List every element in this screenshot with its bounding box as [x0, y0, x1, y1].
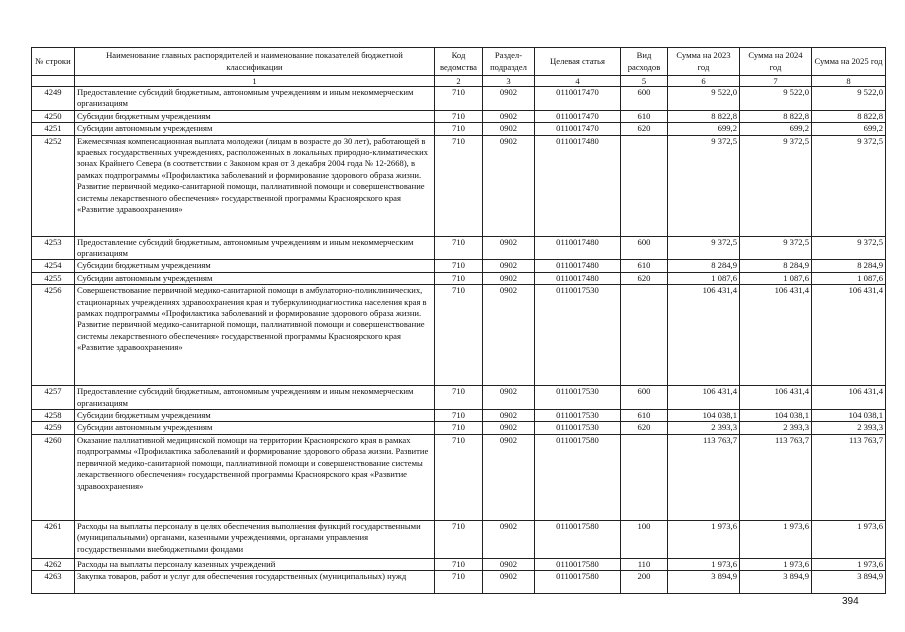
column-index: 7: [740, 76, 812, 87]
row-section: 0902: [483, 110, 535, 122]
column-index: 5: [621, 76, 668, 87]
row-section: 0902: [483, 285, 535, 386]
row-expense-kind: 600: [621, 87, 668, 111]
row-number: 4261: [32, 520, 75, 558]
row-name: Субсидии автономным учреждениям: [75, 123, 435, 135]
row-section: 0902: [483, 410, 535, 422]
row-section: 0902: [483, 571, 535, 594]
row-article: 0110017530: [535, 422, 621, 434]
table-row: [32, 386, 886, 410]
row-sum-2025: 104 038,1: [812, 410, 886, 422]
row-dept-code: 710: [435, 285, 483, 386]
row-sum-2024: 8 284,9: [740, 260, 812, 272]
row-number: 4251: [32, 123, 75, 135]
row-sum-2024: 3 894,9: [740, 571, 812, 594]
row-dept-code: 710: [435, 410, 483, 422]
row-sum-2025: 1 973,6: [812, 558, 886, 570]
row-article: 0110017480: [535, 135, 621, 236]
header-sum-2025: Сумма на 2025 год: [812, 48, 886, 76]
row-dept-code: 710: [435, 123, 483, 135]
table-body: [32, 87, 886, 594]
row-section: 0902: [483, 123, 535, 135]
row-section: 0902: [483, 386, 535, 410]
row-section: 0902: [483, 520, 535, 558]
table-row: [32, 410, 886, 422]
table-row: [32, 135, 886, 236]
row-sum-2023: 106 431,4: [668, 285, 740, 386]
row-dept-code: 710: [435, 386, 483, 410]
row-section: 0902: [483, 260, 535, 272]
row-section: 0902: [483, 87, 535, 111]
row-expense-kind: 620: [621, 123, 668, 135]
table-header: [32, 48, 886, 87]
row-sum-2023: 106 431,4: [668, 386, 740, 410]
row-sum-2024: 9 372,5: [740, 236, 812, 260]
row-article: 0110017580: [535, 558, 621, 570]
row-section: 0902: [483, 272, 535, 284]
row-expense-kind: 610: [621, 260, 668, 272]
row-sum-2023: 3 894,9: [668, 571, 740, 594]
table-row: [32, 272, 886, 284]
row-number: 4255: [32, 272, 75, 284]
row-sum-2023: 1 087,6: [668, 272, 740, 284]
row-name: Совершенствование первичной медико-санитарной помощи в амбулаторно-поликлинических, стационарных учреждениях здравоохранения края и туберкулинодиагностика населения края в рамках подпрограммы «Профилактика заболеваний и формирование здорового образа жизни. Развитие первичной медико-санитарной помощи, паллиативной помощи и совершенствование системы лекарственного обеспечения» государственной программы Красноярского края «Развитие здравоохранения»: [75, 285, 435, 386]
row-number: 4250: [32, 110, 75, 122]
row-dept-code: 710: [435, 434, 483, 520]
row-expense-kind: 600: [621, 236, 668, 260]
row-expense-kind: 110: [621, 558, 668, 570]
row-number: 4253: [32, 236, 75, 260]
row-dept-code: 710: [435, 135, 483, 236]
column-index: 2: [435, 76, 483, 87]
row-dept-code: 710: [435, 558, 483, 570]
row-dept-code: 710: [435, 571, 483, 594]
row-sum-2025: 9 372,5: [812, 236, 886, 260]
table-row: [32, 422, 886, 434]
row-number: 4256: [32, 285, 75, 386]
table-row: [32, 260, 886, 272]
row-expense-kind: 100: [621, 520, 668, 558]
row-sum-2024: 2 393,3: [740, 422, 812, 434]
header-sum-2024: Сумма на 2024 год: [740, 48, 812, 76]
row-sum-2023: 8 822,8: [668, 110, 740, 122]
table-row: [32, 110, 886, 122]
row-expense-kind: [621, 135, 668, 236]
row-dept-code: 710: [435, 520, 483, 558]
row-number: 4254: [32, 260, 75, 272]
row-expense-kind: [621, 285, 668, 386]
row-name: Оказание паллиативной медицинской помощи на территории Красноярского края в рамках подпрограммы «Профилактика заболеваний и формирование здорового образа жизни. Развитие первичной медико-санитарной помощи, паллиативной помощи и совершенствование системы лекарственного обеспечения» государственной программы Красноярского края «Развитие здравоохранения»: [75, 434, 435, 520]
row-section: 0902: [483, 558, 535, 570]
column-index: 3: [483, 76, 535, 87]
page-number: 394: [842, 596, 859, 607]
row-sum-2025: 699,2: [812, 123, 886, 135]
row-sum-2024: 1 087,6: [740, 272, 812, 284]
row-name: Ежемесячная компенсационная выплата молодежи (лицам в возрасте до 30 лет), работающей в краевых государственных учреждениях, расположенных в локальных природно-климатических зонах Крайнего Севера (в соответствии с Законом края от 3 декабря 2004 года № 12-2668), в рамках подпрограммы «Профилактика заболеваний и формирование здорового образа жизни. Развитие первичной медико-санитарной помощи, паллиативной помощи и совершенствование системы лекарственного обеспечения» государственной программы Красноярского края «Развитие здравоохранения»: [75, 135, 435, 236]
row-article: 0110017480: [535, 260, 621, 272]
row-name: Субсидии бюджетным учреждениям: [75, 110, 435, 122]
row-dept-code: 710: [435, 110, 483, 122]
row-name: Субсидии автономным учреждениям: [75, 422, 435, 434]
column-index: [32, 76, 75, 87]
row-section: 0902: [483, 422, 535, 434]
row-name: Субсидии бюджетным учреждениям: [75, 410, 435, 422]
row-section: 0902: [483, 434, 535, 520]
row-sum-2025: 113 763,7: [812, 434, 886, 520]
row-sum-2025: 106 431,4: [812, 285, 886, 386]
row-sum-2025: 8 284,9: [812, 260, 886, 272]
header-sum-2023: Сумма на 2023 год: [668, 48, 740, 76]
row-article: 0110017470: [535, 87, 621, 111]
table-row: [32, 123, 886, 135]
row-name: Предоставление субсидий бюджетным, автономным учреждениям и иным некоммерческим организациям: [75, 236, 435, 260]
row-sum-2023: 104 038,1: [668, 410, 740, 422]
row-sum-2025: 3 894,9: [812, 571, 886, 594]
row-sum-2024: 9 372,5: [740, 135, 812, 236]
header-section: Раздел-подраздел: [483, 48, 535, 76]
row-name: Субсидии автономным учреждениям: [75, 272, 435, 284]
row-article: 0110017580: [535, 571, 621, 594]
table-row: [32, 236, 886, 260]
row-number: 4259: [32, 422, 75, 434]
row-sum-2025: 8 822,8: [812, 110, 886, 122]
row-number: 4260: [32, 434, 75, 520]
column-index: 1: [75, 76, 435, 87]
header-row-number: № строки: [32, 48, 75, 76]
row-sum-2023: 9 522,0: [668, 87, 740, 111]
row-article: 0110017480: [535, 236, 621, 260]
row-sum-2023: 113 763,7: [668, 434, 740, 520]
row-dept-code: 710: [435, 422, 483, 434]
row-article: 0110017580: [535, 434, 621, 520]
row-sum-2025: 106 431,4: [812, 386, 886, 410]
row-number: 4257: [32, 386, 75, 410]
row-sum-2024: 699,2: [740, 123, 812, 135]
row-sum-2024: 104 038,1: [740, 410, 812, 422]
row-expense-kind: 610: [621, 410, 668, 422]
row-number: 4258: [32, 410, 75, 422]
row-article: 0110017530: [535, 285, 621, 386]
row-name: Предоставление субсидий бюджетным, автономным учреждениям и иным некоммерческим организациям: [75, 386, 435, 410]
row-section: 0902: [483, 135, 535, 236]
table-row: [32, 520, 886, 558]
row-sum-2023: 8 284,9: [668, 260, 740, 272]
row-dept-code: 710: [435, 87, 483, 111]
row-sum-2024: 1 973,6: [740, 558, 812, 570]
row-sum-2023: 1 973,6: [668, 558, 740, 570]
table-row: [32, 87, 886, 111]
row-sum-2024: 106 431,4: [740, 285, 812, 386]
row-number: 4249: [32, 87, 75, 111]
row-name: Расходы на выплаты персоналу в целях обеспечения выполнения функций государственными (муниципальными) органами, казенными учреждениями, органами управления государственными внебюджетными фондами: [75, 520, 435, 558]
row-sum-2023: 9 372,5: [668, 135, 740, 236]
row-sum-2025: 1 087,6: [812, 272, 886, 284]
row-number: 4262: [32, 558, 75, 570]
table-row: [32, 434, 886, 520]
table-row: [32, 285, 886, 386]
row-sum-2025: 2 393,3: [812, 422, 886, 434]
row-sum-2023: 2 393,3: [668, 422, 740, 434]
row-expense-kind: [621, 434, 668, 520]
row-expense-kind: 200: [621, 571, 668, 594]
row-article: 0110017580: [535, 520, 621, 558]
row-dept-code: 710: [435, 236, 483, 260]
row-sum-2025: 9 522,0: [812, 87, 886, 111]
column-index: 6: [668, 76, 740, 87]
column-index-row: [32, 76, 886, 87]
row-sum-2023: 1 973,6: [668, 520, 740, 558]
budget-table: [31, 47, 886, 594]
column-index: 8: [812, 76, 886, 87]
row-article: 0110017530: [535, 386, 621, 410]
column-index: 4: [535, 76, 621, 87]
row-section: 0902: [483, 236, 535, 260]
row-article: 0110017470: [535, 110, 621, 122]
header-article: Целевая статья: [535, 48, 621, 76]
row-sum-2023: 699,2: [668, 123, 740, 135]
row-number: 4252: [32, 135, 75, 236]
row-expense-kind: 620: [621, 422, 668, 434]
row-dept-code: 710: [435, 260, 483, 272]
header-dept-code: Код ведомства: [435, 48, 483, 76]
row-expense-kind: 620: [621, 272, 668, 284]
table-row: [32, 571, 886, 594]
row-dept-code: 710: [435, 272, 483, 284]
row-name: Расходы на выплаты персоналу казенных учреждений: [75, 558, 435, 570]
header-name: Наименование главных распорядителей и наименование показателей бюджетной классификации: [75, 48, 435, 76]
row-sum-2024: 9 522,0: [740, 87, 812, 111]
header-expense-kind: Вид расходов: [621, 48, 668, 76]
row-article: 0110017470: [535, 123, 621, 135]
row-name: Закупка товаров, работ и услуг для обеспечения государственных (муниципальных) нужд: [75, 571, 435, 594]
row-name: Субсидии бюджетным учреждениям: [75, 260, 435, 272]
row-sum-2024: 8 822,8: [740, 110, 812, 122]
row-sum-2024: 106 431,4: [740, 386, 812, 410]
row-sum-2024: 113 763,7: [740, 434, 812, 520]
row-sum-2023: 9 372,5: [668, 236, 740, 260]
row-number: 4263: [32, 571, 75, 594]
row-sum-2025: 9 372,5: [812, 135, 886, 236]
row-article: 0110017530: [535, 410, 621, 422]
row-sum-2024: 1 973,6: [740, 520, 812, 558]
row-name: Предоставление субсидий бюджетным, автономным учреждениям и иным некоммерческим организациям: [75, 87, 435, 111]
table-row: [32, 558, 886, 570]
row-sum-2025: 1 973,6: [812, 520, 886, 558]
row-expense-kind: 610: [621, 110, 668, 122]
row-expense-kind: 600: [621, 386, 668, 410]
row-article: 0110017480: [535, 272, 621, 284]
